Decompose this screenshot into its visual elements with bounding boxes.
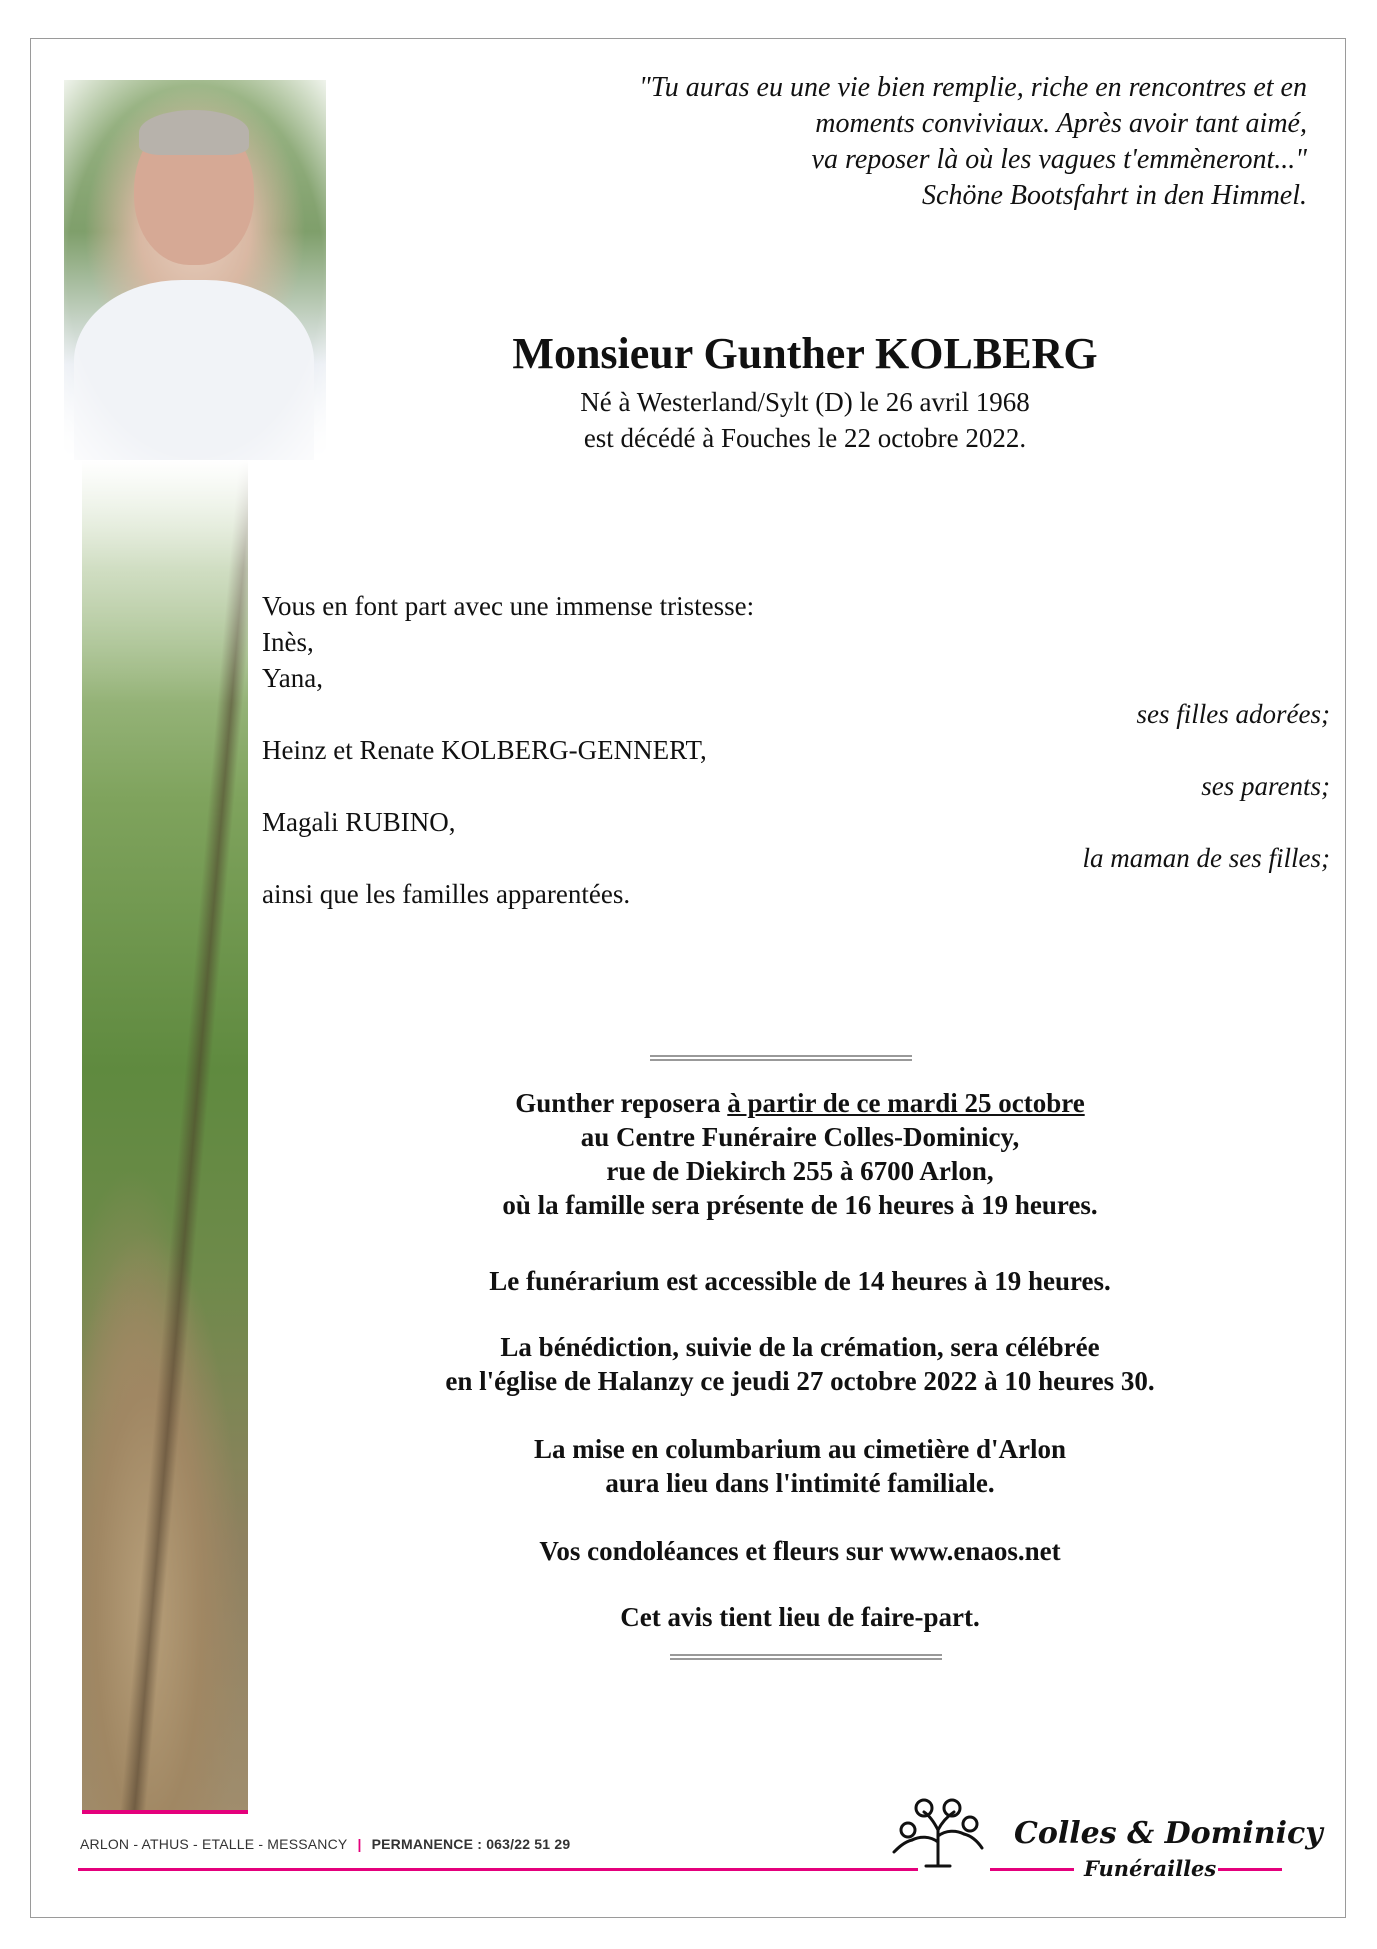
double-rule-divider — [650, 1055, 912, 1061]
footer-accent-line — [78, 1868, 918, 1871]
forest-path-image — [82, 460, 248, 1814]
footer-locations: ARLON - ATHUS - ETALLE - MESSANCY — [80, 1836, 348, 1852]
columbarium-block — [300, 1432, 1300, 1500]
portrait-hair — [139, 110, 249, 155]
family-member: Heinz et Renate KOLBERG-GENNERT, — [262, 735, 707, 765]
tree-logo-icon — [890, 1796, 986, 1868]
notice-text: Cet avis tient lieu de faire-part. — [620, 1602, 980, 1632]
double-rule-divider — [670, 1654, 942, 1660]
family-role: la maman de ses filles; — [1082, 843, 1330, 873]
access-hours: Le funérarium est accessible de 14 heures à 19 heures. — [489, 1266, 1111, 1296]
repose-block — [300, 1086, 1300, 1222]
family-member: Inès, — [262, 627, 314, 657]
footer-permanence: PERMANENCE : 063/22 51 29 — [371, 1836, 571, 1852]
columbarium-line: La mise en columbarium au cimetière d'Arlon — [534, 1434, 1066, 1464]
repose-address: rue de Diekirch 255 à 6700 Arlon, — [606, 1156, 994, 1186]
condolences-text: Vos condoléances et fleurs sur www.enaos.net — [539, 1536, 1061, 1566]
family-member: Magali RUBINO, — [262, 807, 456, 837]
logo-subtitle: Funérailles — [1084, 1856, 1217, 1881]
repose-prefix: Gunther reposera — [515, 1088, 728, 1118]
repose-place: au Centre Funéraire Colles-Dominicy, — [580, 1122, 1020, 1152]
family-others: ainsi que les familles apparentées. — [262, 879, 631, 909]
ceremony-block — [300, 1330, 1300, 1398]
logo-accent-line — [990, 1868, 1074, 1871]
forest-accent-bar — [82, 1810, 248, 1814]
portrait-photo — [64, 80, 326, 460]
family-role: ses parents; — [1201, 771, 1330, 801]
logo-title: Colles & Dominicy — [1014, 1816, 1323, 1851]
epitaph-quote — [407, 70, 1307, 214]
columbarium-line: aura lieu dans l'intimité familiale. — [605, 1468, 995, 1498]
repose-date: à partir de ce mardi 25 octobre — [727, 1088, 1085, 1118]
birth-line: Né à Westerland/Sylt (D) le 26 avril 1968 — [580, 387, 1030, 417]
footer-separator: | — [357, 1836, 362, 1852]
quote-line: moments conviviaux. Après avoir tant aimé, — [815, 108, 1307, 139]
quote-line: Schöne Bootsfahrt in den Himmel. — [922, 180, 1307, 211]
quote-line: "Tu auras eu une vie bien remplie, riche en rencontres et en — [638, 72, 1307, 103]
deceased-dates — [330, 384, 1280, 456]
logo-accent-line — [1218, 1868, 1282, 1871]
repose-line — [300, 1086, 1300, 1120]
footer-contact — [80, 1836, 570, 1852]
ceremony-line: La bénédiction, suivie de la crémation, sera célébrée — [500, 1332, 1100, 1362]
family-member: Yana, — [262, 663, 324, 693]
family-announcement — [262, 588, 1330, 912]
death-line: est décédé à Fouches le 22 octobre 2022. — [583, 423, 1027, 453]
portrait-shirt — [74, 280, 314, 460]
repose-hours: où la famille sera présente de 16 heures à 19 heures. — [502, 1190, 1098, 1220]
quote-line: va reposer là où les vagues t'emmèneront..." — [811, 144, 1307, 175]
family-role: ses filles adorées; — [1136, 699, 1330, 729]
ceremony-line: en l'église de Halanzy ce jeudi 27 octobre 2022 à 10 heures 30. — [445, 1366, 1155, 1396]
deceased-name: Monsieur Gunther KOLBERG — [512, 329, 1098, 378]
family-intro: Vous en font part avec une immense tristesse: — [262, 591, 755, 621]
